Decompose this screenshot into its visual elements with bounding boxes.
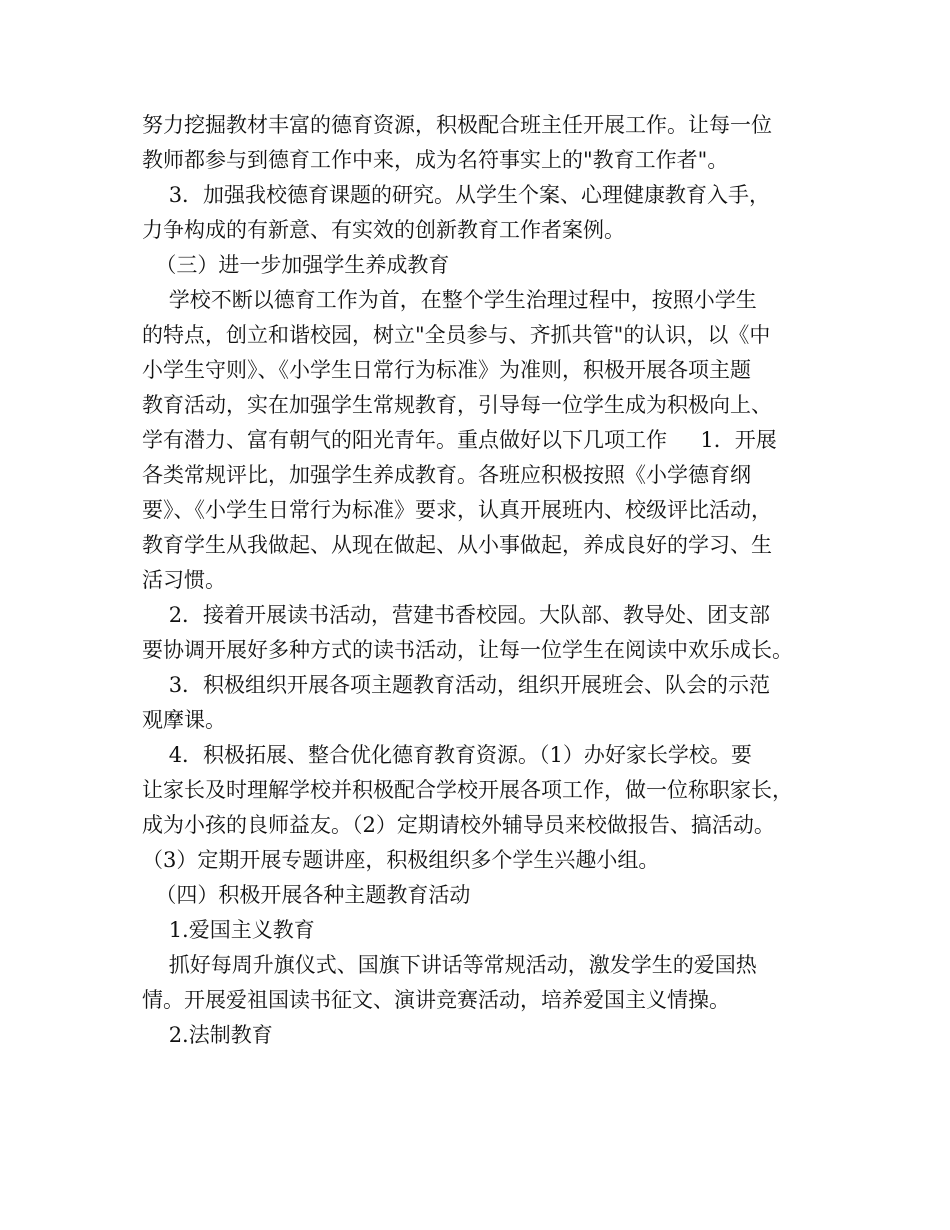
subheading-patriotism: 1.爱国主义教育 [142, 918, 315, 942]
text-line-7: 的特点，创立和谐校园，树立"全员参与、齐抓共管"的认识，以《中 [142, 323, 771, 347]
text-line-25: 抓好每周升旗仪式、国旗下讲话等常规活动，激发学生的爱国热 [142, 953, 757, 977]
text-line-8: 小学生守则》、《小学生日常行为标准》为准则，积极开展各项主题 [142, 358, 751, 382]
text-line-21: 成为小孩的良师益友。（2）定期请校外辅导员来校做报告、搞活动。 [142, 813, 775, 837]
text-line-13: 教育学生从我做起、从现在做起、从小事做起，养成良好的学习、生 [142, 533, 772, 557]
text-line-9: 教育活动，实在加强学生常规教育，引导每一位学生成为积极向上、 [142, 393, 772, 417]
text-line-1: 努力挖掘教材丰富的德育资源，积极配合班主任开展工作。让每一位 [142, 113, 772, 137]
text-line-16: 要协调开展好多种方式的读书活动，让每一位学生在阅读中欢乐成长。 [142, 638, 793, 662]
text-line-12: 要》、《小学生日常行为标准》要求，认真开展班内、校级评比活动， [142, 498, 772, 522]
text-line-15: 2．接着开展读书活动，营建书香校园。大队部、教导处、团支部 [142, 603, 771, 627]
text-line-6: 学校不断以德育工作为首，在整个学生治理过程中，按照小学生 [142, 288, 757, 312]
text-line-2: 教师都参与到德育工作中来，成为名符事实上的"教育工作者"。 [142, 148, 729, 172]
section-heading-3: （三）进一步加强学生养成教育 [142, 253, 450, 277]
subheading-legal: 2.法制教育 [142, 1023, 273, 1047]
text-line-26: 情。开展爱祖国读书征文、演讲竞赛活动，培养爱国主义情操。 [142, 988, 730, 1012]
text-line-14: 活习惯。 [142, 568, 226, 592]
text-line-4: 力争构成的有新意、有实效的创新教育工作者案例。 [142, 218, 625, 242]
text-line-3: 3．加强我校德育课题的研究。从学生个案、心理健康教育入手， [142, 183, 771, 207]
text-line-18: 观摩课。 [142, 708, 226, 732]
text-line-20: 让家长及时理解学校并积极配合学校开展各项工作，做一位称职家长， [142, 778, 793, 802]
document-page [142, 108, 822, 1053]
text-line-19: 4．积极拓展、整合优化德育教育资源。（1）办好家长学校。要 [142, 743, 752, 767]
text-line-10: 学有潜力、富有朝气的阳光青年。重点做好以下几项工作 1．开展 [142, 428, 777, 452]
section-heading-4: （四）积极开展各种主题教育活动 [142, 883, 471, 907]
text-line-11: 各类常规评比，加强学生养成教育。各班应积极按照《小学德育纲 [142, 463, 751, 487]
text-line-22: （3）定期开展专题讲座，积极组织多个学生兴趣小组。 [142, 848, 660, 872]
text-line-17: 3．积极组织开展各项主题教育活动，组织开展班会、队会的示范 [142, 673, 771, 697]
